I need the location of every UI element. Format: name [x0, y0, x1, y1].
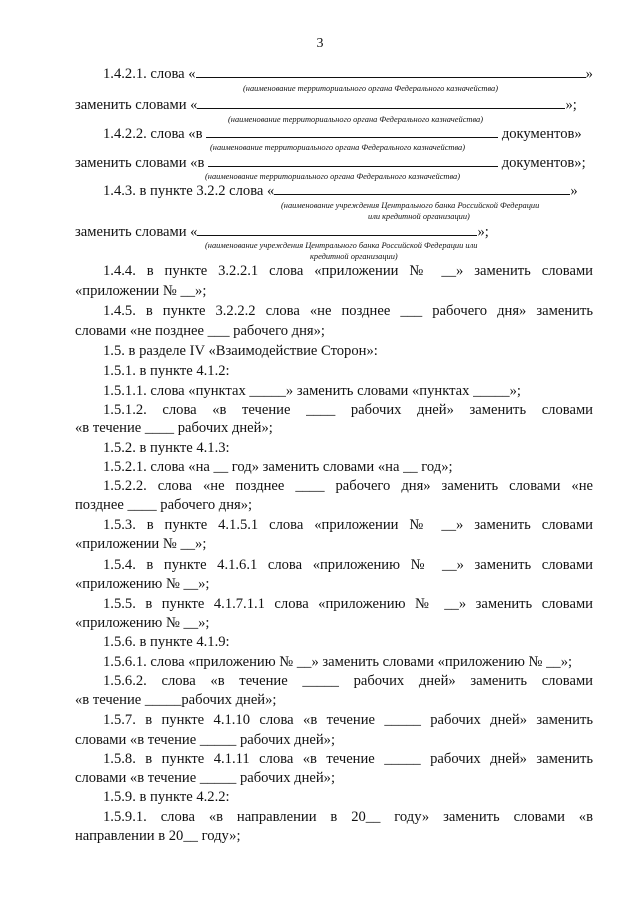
clause-text-end: »;: [565, 97, 577, 113]
blank-line: [196, 76, 586, 78]
field-caption: (наименование территориального органа Федерального казначейства): [210, 143, 466, 152]
clause-1-5-4-line2: «приложению № __»;: [75, 576, 210, 592]
field-caption: (наименование территориального органа Федерального казначейства): [228, 115, 484, 124]
blank-line: [197, 107, 565, 109]
clause-1-5-5-line1: 1.5.5. в пункте 4.1.7.1.1 слова «приложению № __» заменить словами: [103, 596, 593, 612]
clause-1-5-1-1: 1.5.1.1. слова «пунктах _____» заменить словами «пунктах _____»;: [103, 383, 521, 399]
blank-line: [206, 136, 498, 138]
field-caption: (наименование учреждения Центрального банка Российской Федерации: [281, 201, 540, 210]
clause-1-5-8-line2: словами «в течение _____ рабочих дней»;: [75, 770, 336, 786]
clause-1-5-1: 1.5.1. в пункте 4.1.2:: [103, 363, 230, 379]
field-caption: (наименование учреждения Центрального банка Российской Федерации или: [205, 241, 478, 250]
clause-1-5-7-line1: 1.5.7. в пункте 4.1.10 слова «в течение _____ рабочих дней» заменить: [103, 712, 593, 728]
clause-1-5-9-1-line1: 1.5.9.1. слова «в направлении в 20__ году» заменить словами «в: [103, 809, 593, 825]
clause-text-end: »: [585, 66, 593, 82]
clause-1-5-1-2-line2: «в течение ____ рабочих дней»;: [75, 420, 273, 436]
clause-1-5-8-line1: 1.5.8. в пункте 4.1.11 слова «в течение _____ рабочих дней» заменить: [103, 751, 593, 767]
clause-text-end: документов»;: [501, 155, 586, 171]
clause-1-5-2-2-line1: 1.5.2.2. слова «не позднее ____ рабочего дня» заменить словами «не: [103, 478, 593, 494]
blank-line: [208, 165, 498, 167]
clause-1-5-9: 1.5.9. в пункте 4.2.2:: [103, 789, 230, 805]
replace-line-2: [75, 155, 586, 172]
clause-1-5-9-1-line2: направлении в 20__ году»;: [75, 828, 241, 844]
blank-line: [197, 234, 477, 236]
replace-line-3: [75, 224, 489, 241]
clause-1-5-1-2-line1: 1.5.1.2. слова «в течение ____ рабочих дней» заменить словами: [103, 402, 593, 418]
page-number: 3: [316, 36, 324, 51]
clause-1-5-2-2-line2: позднее ____ рабочего дня»;: [75, 497, 253, 513]
clause-1-5-6: 1.5.6. в пункте 4.1.9:: [103, 634, 230, 650]
field-caption: или кредитной организации): [368, 212, 470, 221]
blank-line: [274, 193, 570, 195]
clause-1-5: 1.5. в разделе IV «Взаимодействие Сторон»:: [103, 343, 378, 359]
clause-text-end: »: [570, 183, 578, 199]
clause-1-5-2: 1.5.2. в пункте 4.1.3:: [103, 440, 230, 456]
clause-1-5-5-line2: «приложению № __»;: [75, 615, 210, 631]
clause-text: заменить словами «: [75, 224, 198, 240]
field-caption: кредитной организации): [310, 252, 398, 261]
clause-1-5-3-line2: «приложении № __»;: [75, 536, 207, 552]
clause-1-4-2-1: [103, 66, 593, 83]
clause-1-4-2-2: [103, 126, 582, 143]
clause-1-5-4-line1: 1.5.4. в пункте 4.1.6.1 слова «приложению № __» заменить словами: [103, 557, 593, 573]
field-caption: (наименование территориального органа Федерального казначейства): [205, 172, 461, 181]
clause-1-5-3-line1: 1.5.3. в пункте 4.1.5.1 слова «приложении № __» заменить словами: [103, 517, 593, 533]
clause-1-5-7-line2: словами «в течение _____ рабочих дней»;: [75, 732, 336, 748]
clause-text: 1.4.2.1. слова «: [103, 66, 196, 82]
clause-text: 1.4.3. в пункте 3.2.2 слова «: [103, 183, 275, 199]
field-caption: (наименование территориального органа Федерального казначейства): [243, 84, 499, 93]
clause-text: заменить словами «: [75, 97, 198, 113]
replace-line-1: [75, 97, 577, 114]
clause-1-5-6-2-line1: 1.5.6.2. слова «в течение _____ рабочих дней» заменить словами: [103, 673, 593, 689]
clause-text-end: документов»: [501, 126, 582, 142]
clause-1-4-3: [103, 183, 578, 200]
clause-1-4-4-line2: «приложении № __»;: [75, 283, 207, 299]
clause-text: заменить словами «в: [75, 155, 205, 171]
clause-1-5-2-1: 1.5.2.1. слова «на __ год» заменить словами «на __ год»;: [103, 459, 453, 475]
clause-1-4-5-line2: словами «не позднее ___ рабочего дня»;: [75, 323, 325, 339]
clause-1-5-6-1: 1.5.6.1. слова «приложению № __» заменить словами «приложению № __»;: [103, 654, 573, 670]
clause-1-4-4-line1: 1.4.4. в пункте 3.2.2.1 слова «приложении № __» заменить словами: [103, 263, 593, 279]
clause-text: 1.4.2.2. слова «в: [103, 126, 203, 142]
clause-text-end: »;: [477, 224, 489, 240]
clause-1-4-5-line1: 1.4.5. в пункте 3.2.2.2 слова «не позднее ___ рабочего дня» заменить: [103, 303, 593, 319]
clause-1-5-6-2-line2: «в течение _____рабочих дней»;: [75, 692, 277, 708]
